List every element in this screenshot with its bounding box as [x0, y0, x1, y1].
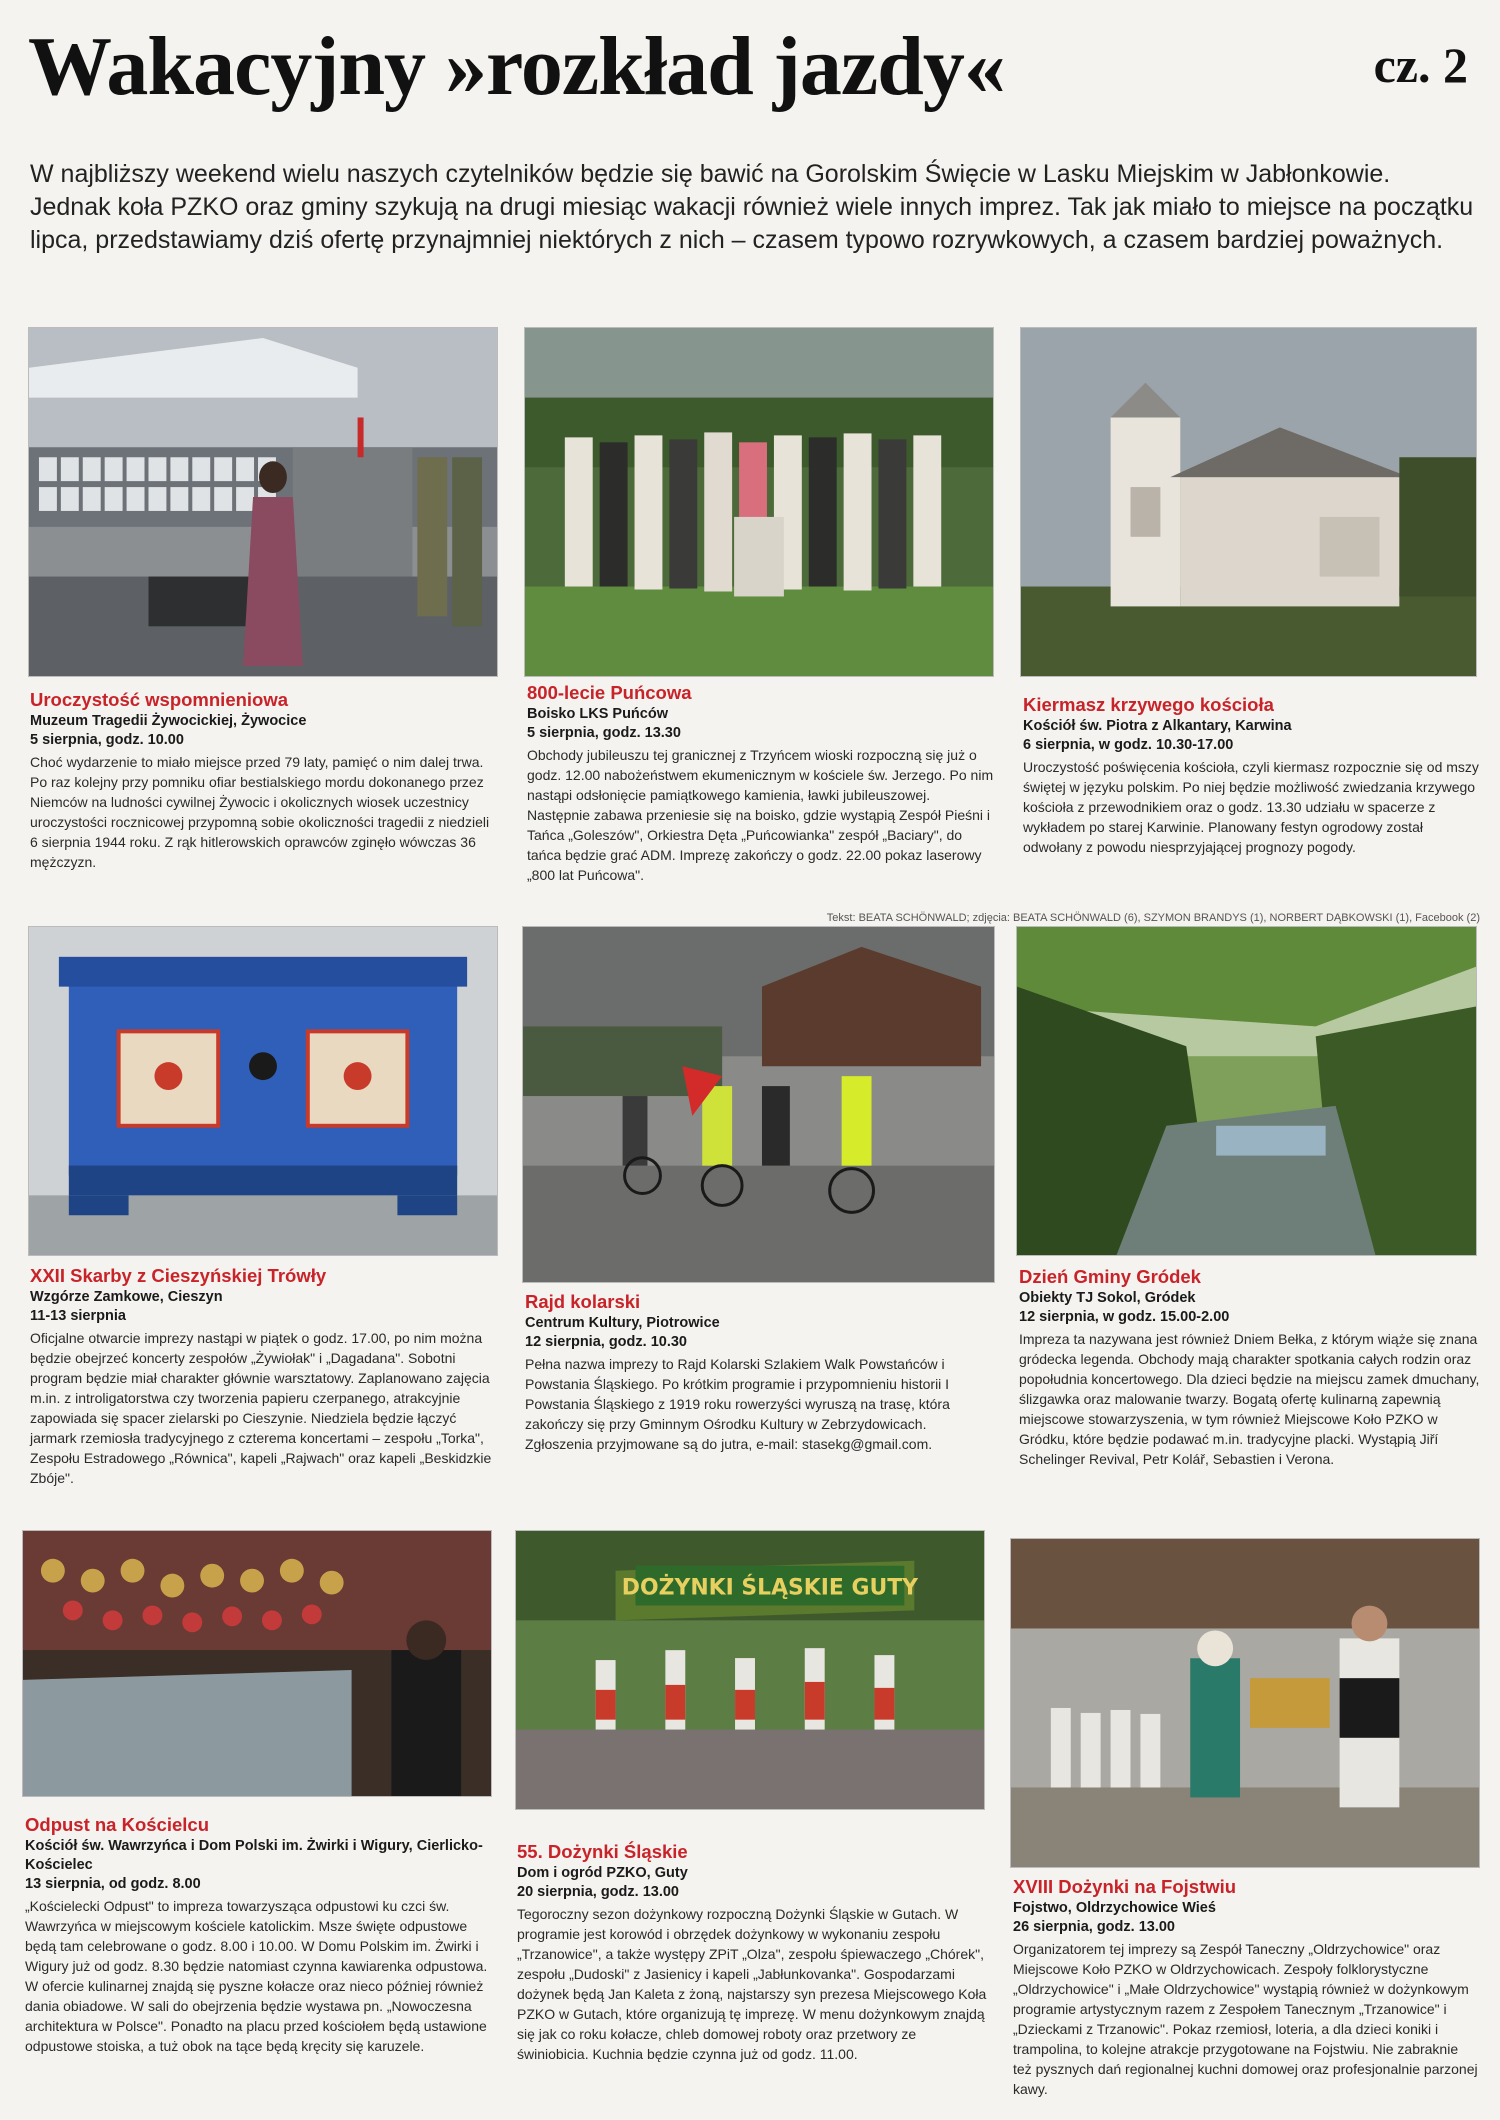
event-place: Fojstwo, Oldrzychowice Wieś: [1013, 1900, 1216, 1916]
article-lead: W najbliższy weekend wielu naszych czytelników będzie się bawić na Gorolskim Święcie w Lasku Miejskim w Jabłonkowie. Jednak koła PZKO oraz gminy szykują na drugi miesiąc wakacji również wiele innych imprez. Tak jak miało to miejsce na początku lipca, przedstawiamy dziś ofertę przynajmniej niektórych z nich – czasem typowo rozrywkowych, a czasem bardziej poważnych.: [30, 160, 1474, 254]
article-title: Wakacyjny »rozkład jazdy«: [28, 20, 1005, 113]
photo-credits: Tekst: BEATA SCHÖNWALD; zdjęcia: BEATA SCHÖNWALD (6), SZYMON BRANDYS (1), NORBERT DĄBKOWSKI (1), Facebook (2): [826, 912, 1480, 924]
photo-church: [1020, 327, 1477, 677]
event-title: Kiermasz krzywego kościoła: [1023, 694, 1274, 715]
event-title: 800-lecie Puńcowa: [527, 682, 692, 703]
event-place: Muzeum Tragedii Żywocickiej, Żywocice: [30, 713, 307, 729]
event-body: Oficjalne otwarcie imprezy nastąpi w piątek o godz. 17.00, po nim można będzie obejrzeć koncerty zespołów „Żywiołak" i „Dagadana". Sobotni program będzie miał charakter głównie warsztatowy. Zaplanowano zajęcia m.in. z introligatorstwa czy tworzenia papieru czerpanego, atrakcyjnie zapowiada się spacer zielarski po Cieszynie. Niedziela będzie łączyć jarmark rzemiosła tradycyjnego z czterema koncertami – zespołu „Torka", Zespołu Estradowego „Równica", kapeli „Rajwach" oraz kapeli „Beskidzkie Zbóje".: [30, 1330, 492, 1486]
event-title: XVIII Dożynki na Fojstwiu: [1013, 1876, 1237, 1897]
event-date: 20 sierpnia, godz. 13.00: [517, 1884, 679, 1900]
event-title: 55. Dożynki Śląskie: [517, 1841, 688, 1862]
event-date: 11-13 sierpnia: [30, 1308, 126, 1324]
event-card: [30, 1264, 500, 1488]
photo-memorial: [28, 327, 498, 677]
event-card: [1013, 1875, 1480, 2099]
photo-river: [1016, 926, 1477, 1256]
event-title: Rajd kolarski: [525, 1291, 641, 1312]
event-body: Choć wydarzenie to miało miejsce przed 79 laty, pamięć o nim dalej trwa. Po raz kolejny przy pomniku ofiar bestialskiego mordu dokonanego przez Niemców na ludności cywilnej Żywocic i okolicznych wiosek uczestnicy uroczystości rocznicowej przypomną sobie okoliczności tragedii z niedzieli 6 sierpnia 1944 roku. Z rąk hitlerowskich oprawców zginęło wówczas 36 mężczyzn.: [30, 754, 490, 870]
event-title: Dzień Gminy Gródek: [1019, 1266, 1201, 1287]
article-part: cz. 2: [1373, 37, 1468, 93]
event-place: Boisko LKS Puńców: [527, 706, 668, 722]
event-body: Obchody jubileuszu tej granicznej z Trzyńcem wioski rozpoczną się już o godz. 12.00 nabożeństwem ekumenicznym w kościele św. Jerzego. Po nim nastąpi odsłonięcie pamiątkowego kamienia, ławki jubileuszowej. Następnie zabawa przeniesie się na boisko, gdzie wystąpią Zespół Pieśni i Tańca „Goleszów", Orkiestra Dęta „Puńcowianka" zespół „Baciary", do tańca będzie grać ADM. Imprezę zakończy o godz. 22.00 pokaz laserowy „800 lat Puńcowa".: [527, 747, 994, 883]
event-date: 12 sierpnia, godz. 10.30: [525, 1334, 687, 1350]
event-card: [1023, 693, 1480, 857]
event-place: Obiekty TJ Sokol, Gródek: [1019, 1290, 1196, 1306]
event-body: Tegoroczny sezon dożynkowy rozpoczną Dożynki Śląskie w Gutach. W programie jest korowód i obrzędek dożynkowy w wykonaniu zespołu „Trzanowice", a także występy ZPiT „Olza", zespołu śpiewaczego „Chórek", zespołu „Dudoski" z Jasienicy i kapeli „Jabłunkovanka". Gospodarzami dożynek będą Jan Kaleta z żoną, najstarszy syn prezesa Miejscowego Koła PZKO w Gutach, które organizują tę imprezę. W menu dożynkowym znajdą się jak co roku kołacze, chleb domowej roboty oraz przetwory ze świniobicia. Kuchnia będzie czynna już od godz. 11.00.: [517, 1906, 987, 2062]
event-place: Dom i ogród PZKO, Guty: [517, 1865, 688, 1881]
event-place: Centrum Kultury, Piotrowice: [525, 1315, 720, 1331]
photo-chest: [28, 926, 498, 1256]
event-date: 13 sierpnia, od godz. 8.00: [25, 1876, 201, 1892]
event-card: [527, 681, 997, 885]
event-date: 6 sierpnia, w godz. 10.30-17.00: [1023, 737, 1234, 753]
event-body: Uroczystość poświęcenia kościoła, czyli kiermasz rozpocznie się od mszy świętej w języku polskim. Po niej będzie możliwość zwiedzania krzywego kościoła z przewodnikiem oraz o godz. 13.30 udziału w spacerze z wykładem po starej Karwinie. Planowany festyn ogrodowy został odwołany z powodu niesprzyjającej prognozy pogody.: [1023, 759, 1479, 855]
event-place: Kościół św. Piotra z Alkantary, Karwina: [1023, 718, 1292, 734]
event-body: „Kościelecki Odpust" to impreza towarzysząca odpustowi ku czci św. Wawrzyńca w miejscowym kościele katolickim. Msze święte odpustowe będą tam celebrowane o godz. 8.00 i 10.00. W Domu Polskim im. Żwirki i Wigury już od godz. 8.30 będzie natomiast czynna kawiarenka odpustowa. W ofercie kulinarnej znajdą się pyszne kołacze oraz nieco później również dania obiadowe. W sali do obejrzenia będzie wystawa pn. „Nowoczesna architektura w Polsce". Ponadto na placu przed kościołem będą ustawione odpustowe stoiska, a tuż obok na tące będą kręcity się karuzele.: [25, 1898, 488, 2054]
event-date: 12 sierpnia, w godz. 15.00-2.00: [1019, 1309, 1230, 1325]
event-date: 5 sierpnia, godz. 13.30: [527, 725, 681, 741]
photo-stalls: [22, 1530, 492, 1797]
event-body: Impreza ta nazywana jest również Dniem Bełka, z którym wiąże się znana gródecka legenda. Obchody mają charakter spotkania całych rodzin oraz popołudnia koncertowego. Dla dzieci będzie na miejscu zamek dmuchany, ślizgawka oraz malowanie twarzy. Bogatą ofertę kulinarną zapewnią miejscowe stowarzyszenia, w tym również Miejscowe Koło PZKO w Gródku, które będzie podawać m.in. tradycyjne placki. Wystąpią Jiří Schelinger Revival, Petr Kolář, Sebastien i Verona.: [1019, 1331, 1480, 1467]
event-place: Kościół św. Wawrzyńca i Dom Polski im. Żwirki i Wigury, Cierlicko-Kościelec: [25, 1838, 483, 1873]
event-card: [517, 1840, 987, 2064]
event-date: 26 sierpnia, godz. 13.00: [1013, 1919, 1175, 1935]
event-date: 5 sierpnia, godz. 10.00: [30, 732, 184, 748]
photo-fojstwo: [1010, 1538, 1480, 1868]
event-title: XXII Skarby z Cieszyńskiej Trówły: [30, 1265, 327, 1286]
event-title: Odpust na Kościelcu: [25, 1814, 210, 1835]
event-body: Pełna nazwa imprezy to Rajd Kolarski Szlakiem Walk Powstańców i Powstania Śląskiego. Po krótkim programie i przypomnieniu historii I Powstania Śląskiego z 1919 roku rowerzyści wyruszą na trasę, która zakończy się przy Gminnym Ośrodku Kultury w Zebrzydowicach. Zgłoszenia przyjmowane są do jutra, e-mail: stasekg@gmail.com.: [525, 1356, 950, 1452]
event-body: Organizatorem tej imprezy są Zespół Taneczny „Oldrzychowice" oraz Miejscowe Koło PZKO w Oldrzychowicach. Zespoły folklorystyczne „Oldrzychowice" i „Małe Oldrzychowice" wystąpią również w dożynkowym programie artystycznym razem z Zespołem Tanecznym „Trzanowice" i „Dzieckami z Trzanowic". Pokaz rzemiosł, loteria, a dla dzieci koniki i trampolina, to kolejne atrakcje przygotowane na Fojstwiu. Nie zabraknie też pysznych dań regionalnej kuchni domowej oraz profesjonalnie parzonej kawy.: [1013, 1941, 1478, 2097]
event-title: Uroczystość wspomnieniowa: [30, 689, 289, 710]
event-card: [25, 1813, 495, 2056]
photo-punczow: [524, 327, 994, 677]
event-place: Wzgórze Zamkowe, Cieszyn: [30, 1289, 223, 1305]
event-card: [1019, 1265, 1480, 1469]
banner-text: DOŻYNKI ŚLĄSKIE GUTY: [621, 1575, 919, 1601]
event-card: [525, 1290, 995, 1454]
photo-bikes: [522, 926, 995, 1283]
photo-guty: [515, 1530, 985, 1810]
event-card: [30, 688, 500, 872]
